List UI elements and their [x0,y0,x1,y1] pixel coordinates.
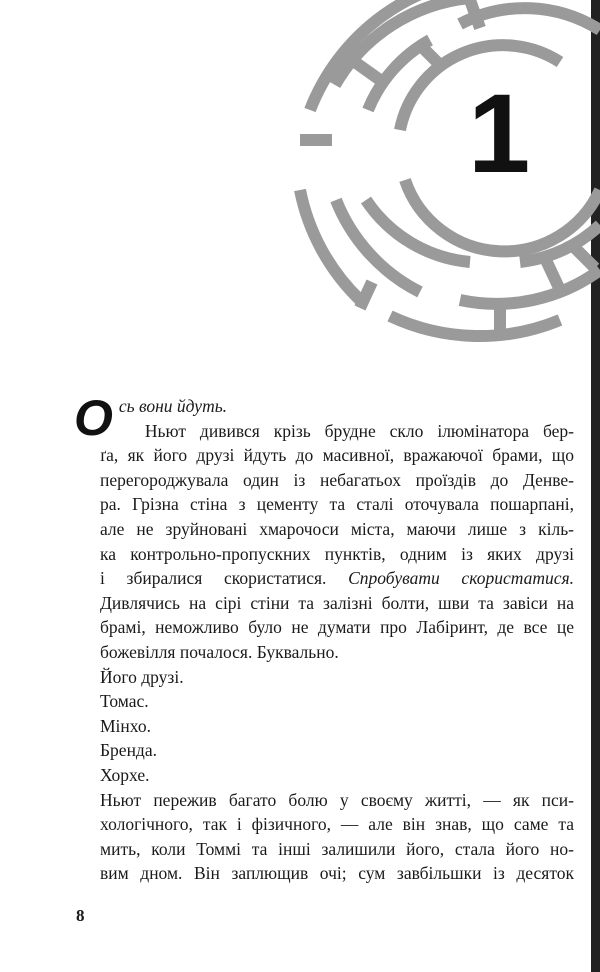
text-line [74,566,574,591]
page-number: 8 [76,906,85,925]
short-line: Бренда. [100,740,157,761]
text-line: вим дном. Він заплющив очі; сум завбільшки із десяток [100,863,574,884]
short-line: Хорхе. [100,764,150,785]
emphasis: Спробувати скористатися. [348,568,574,589]
drop-cap: О [74,390,113,446]
chapter-number: 1 [468,71,531,196]
text-line: але не зруйновані хмарочоси міста, маючи лише з кіль- [100,518,574,539]
text-line: хологічного, так і фізичного, — але він знав, що саме та [100,814,574,835]
short-line: Його друзі. [100,666,184,687]
chapter-text [74,390,574,886]
text-line: ка контрольно-пропускних пунктів, одним із яких друзі [100,543,574,564]
text-line: Ньют дивився крізь брудне скло ілюмінатора бер- [144,420,574,441]
text-line: перегороджувала один із небагатьох проїздів до Денве- [100,469,574,490]
text-line: божевілля почалося. Буквально. [100,641,339,662]
short-line: Мінхо. [100,715,151,736]
text-line: Ньют пережив багато болю у своєму житті, — як пси- [100,789,574,810]
text-fragment: і збиралися скористатися. [100,568,327,589]
text-line: Дивлячись на сірі стіни та залізні болти, шви та завіси на [100,592,574,613]
text-line: ґа, як його друзі йдуть до масивної, вражаючої брами, що [100,445,574,466]
paragraph-1 [74,419,574,665]
text-line: ра. Грізна стіна з цементу та сталі оточувала пошарпані, [100,494,574,515]
text-line: мить, коли Томмі та інші залишили його, стала його но- [100,838,574,859]
paragraph-2 [74,788,574,886]
short-line: Томас. [100,691,149,712]
text-line: брамі, неможливо було не думати про Лабіринт, де все це [100,617,574,638]
opening-line: сь вони йдуть. [118,396,228,416]
